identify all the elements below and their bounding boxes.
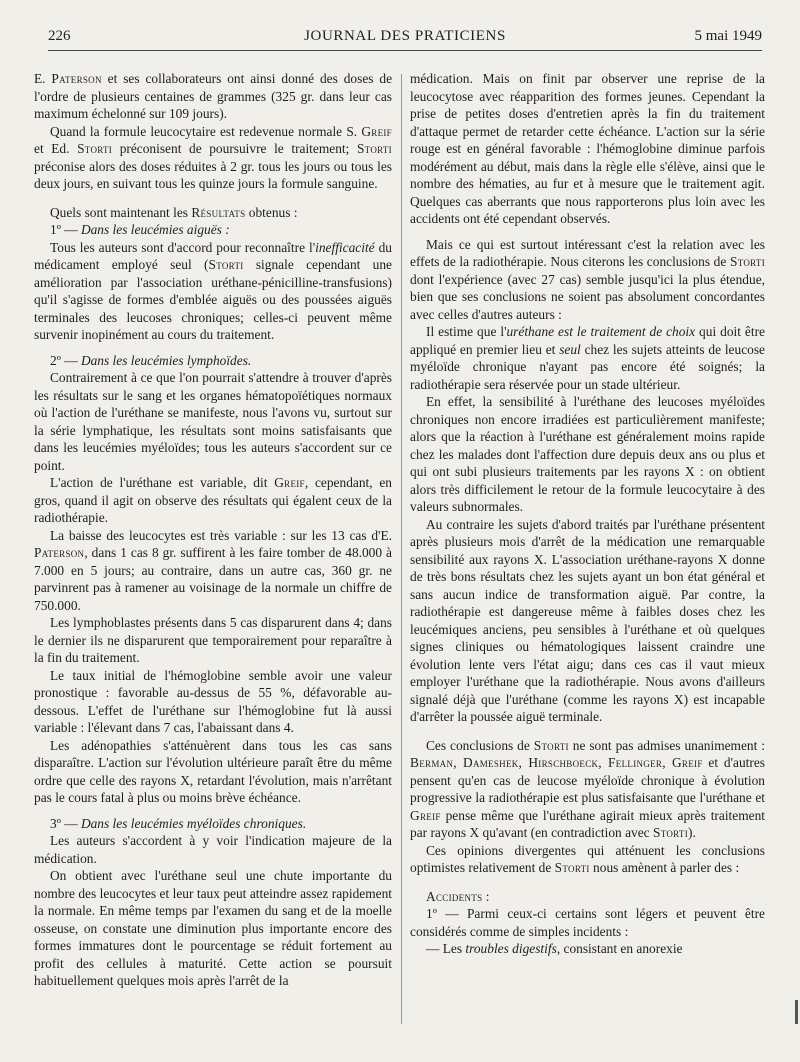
journal-title: JOURNAL DES PRATICIENS (304, 28, 506, 44)
paragraph: On obtient avec l'uréthane seul une chute importante du nombre des leucocytes et leur taux peut atteindre assez rapidement la normale. En même temps par l'examen du sang et de la moelle osseuse, on constate une diminution plus importante encore des formes immatures dont le pourcentage se réduit fortement au profit des cellules à maturité. Cette action se poursuit habituellement quelques mois après l'arrêt de la (34, 868, 392, 988)
right-column (410, 70, 765, 958)
page-header (48, 28, 762, 50)
column-divider (401, 74, 402, 1024)
paragraph: Les auteurs s'accordent à y voir l'indication majeure de la médication. (34, 833, 392, 866)
header-rule (48, 50, 762, 51)
paragraph: Ces opinions divergentes qui atténuent les conclusions optimistes relativement de Storti nous amènent à parler des : (410, 842, 765, 875)
paragraph: En effet, la sensibilité à l'uréthane des leucoses myéloïdes chroniques non encore irradiées est particulièrement manifeste; alors que la réaction à l'uréthane est généralement moins rapide chez les malades dont l'affection dure depuis deux ans ou plus et qui ont subi plusieurs traitements par les rayons X : on obtient alors très difficilement le retour de la formule leucocytaire à des valeurs subnormales. (410, 394, 765, 514)
paragraph: Tous les auteurs sont d'accord pour reconnaître l'inefficacité du médicament employé seul (Storti signale cependant une amélioration par l'association uréthane-pénicilline-transfusions) qu'il s'agisse de formes d'emblée aiguës ou des poussées aiguës terminales des leucoses chroniques; celles-ci peuvent même survenir inopinément au cours du traitement. (34, 239, 392, 342)
paragraph: Il estime que l'uréthane est le traitement de choix qui doit être appliqué en premier lieu et seul chez les sujets atteints de leucose myéloïde chronique n'ayant pas encore été soignés; la radiothérapie sera réservée pour un stade ultérieur. (410, 324, 765, 392)
paragraph: La baisse des leucocytes est très variable : sur les 13 cas d'E. Paterson, dans 1 cas 8 gr. suffirent à les faire tomber de 48.000 à 7.000 en 5 jours; au contraire, dans un autre cas, 360 gr. ne parvinrent pas à ramener au voisinage de la normale un chiffre de 750.000. (34, 527, 392, 613)
binding-edge-mark (795, 1000, 798, 1024)
paragraph: 1º — Parmi ceux-ci certains sont légers et peuvent être considérés comme de simples incidents : (410, 906, 765, 939)
section-heading: 3º — Dans les leucémies myéloïdes chroniques. (50, 815, 307, 831)
page-number: 226 (48, 28, 71, 44)
paragraph: Les adénopathies s'atténuèrent dans tous les cas sans disparaître. L'action sur l'évolution ultérieure paraît être du même ordre que celle des rayons X, retardant l'évolution, mais n'arrêtant pas le cours fatal à plus ou moins brève échéance. (34, 737, 392, 805)
section-heading: 1º — Dans les leucémies aiguës : (50, 222, 230, 237)
section-heading: Accidents : (426, 888, 490, 904)
paragraph: E. Paterson et ses collaborateurs ont ainsi donné des doses de l'ordre de plusieurs centaines de grammes (325 gr. dans leur cas maximum échelonné sur 109 jours). (34, 71, 393, 121)
paragraph: Le taux initial de l'hémoglobine semble avoir une valeur pronostique : favorable au-dessus de 55 %, défavorable au-dessous. L'effet de l'uréthane sur l'hémoglobine fut là aussi variable : l'élevant dans 7 cas, l'abaissant dans 4. (34, 667, 392, 735)
paragraph: Les lymphoblastes présents dans 5 cas disparurent dans 4; dans le dernier ils ne disparurent que temporairement pour reparaître à la fin du traitement. (34, 615, 392, 665)
paragraph: Mais ce qui est surtout intéressant c'est la relation avec les effets de la radiothérapie. Nous citerons les conclusions de Storti dont l'expérience (avec 27 cas) semble jusqu'ici la plus étendue, bien que ses conclusions ne soient pas absolument concordantes avec celles d'autres auteurs : (410, 236, 765, 322)
left-column (34, 70, 392, 990)
section-heading: 2º — Dans les leucémies lymphoïdes. (50, 352, 252, 368)
paragraph: L'action de l'uréthane est variable, dit Greif, cependant, en gros, quand il agit on observe des résultats qui égalent ceux de la radiothérapie. (34, 475, 392, 525)
paragraph: Contrairement à ce que l'on pourrait s'attendre à trouver d'après les résultats sur le sang et les organes hématopoïétiques normaux où l'action de l'uréthane se manifeste, nous l'avons vu, surtout sur la série lymphatique, les résultats sont moins satisfaisants que dans les leucémies myéloïdes; tous les auteurs s'accordent sur ce point. (34, 370, 392, 473)
issue-date: 5 mai 1949 (694, 28, 762, 44)
paragraph: Au contraire les sujets d'abord traités par l'uréthane présentent après plusieurs mois d'arrêt de la médication une remarquable sensibilité aux rayons X. L'association uréthane-rayons X donne de très bons résultats chez les sujets ayant un bon état général et sans aucun indice de transformation aiguë. Par contre, la radiothérapie est dangereuse même à faibles doses chez les leucémiques anciens, peu sensibles à l'uréthane et où quelques signes cliniques ou hématologiques laissent craindre une évolution lente vers l'état aigu; dans ces cas il vaut mieux employer l'uréthane que la radiothérapie. Nous avons d'ailleurs signalé déjà que l'uréthane (comme les rayons X) est incapable d'arrêter la poussée aiguë terminale. (410, 516, 765, 724)
paragraph: Quand la formule leucocytaire est redevenue normale S. Greif et Ed. Storti préconisent de poursuivre le traitement; Storti préconise alors des doses réduites à 2 gr. tous les jours ou tous les deux jours, en suivant tous les quinze jours la formule sanguine. (34, 123, 392, 191)
paragraph: Quels sont maintenant les Résultats obtenus : (50, 204, 298, 220)
paragraph: — Les troubles digestifs, consistant en anorexie (426, 941, 683, 956)
paragraph: médication. Mais on finit par observer une reprise de la leucocytose avec réapparition des formes jeunes. Cependant la prise de petites doses d'entretien après la fin du traitement d'attaque permet de retarder cette échéance. L'action sur la série rouge est en général favorable : l'hémoglobine diminue parfois modérément au début, mais dans la règle elle s'élève, ainsi que le nombre des hématies, au fur et à mesure que le traitement agit. Quelques cas aberrants que nous rapporterons plus loin avec les accidents ont été cependant observés. (410, 71, 765, 226)
paragraph: Ces conclusions de Storti ne sont pas admises unanimement : Berman, Dameshek, Hirschboeck, Fellinger, Greif et d'autres pensent qu'en cas de leucose myéloïde chronique à évolution progressive la radiothérapie est plus satisfaisante que l'uréthane et Greif pense même que l'uréthane agirait mieux après traitement par rayons X qu'avant (en contradiction avec Storti). (410, 737, 765, 840)
